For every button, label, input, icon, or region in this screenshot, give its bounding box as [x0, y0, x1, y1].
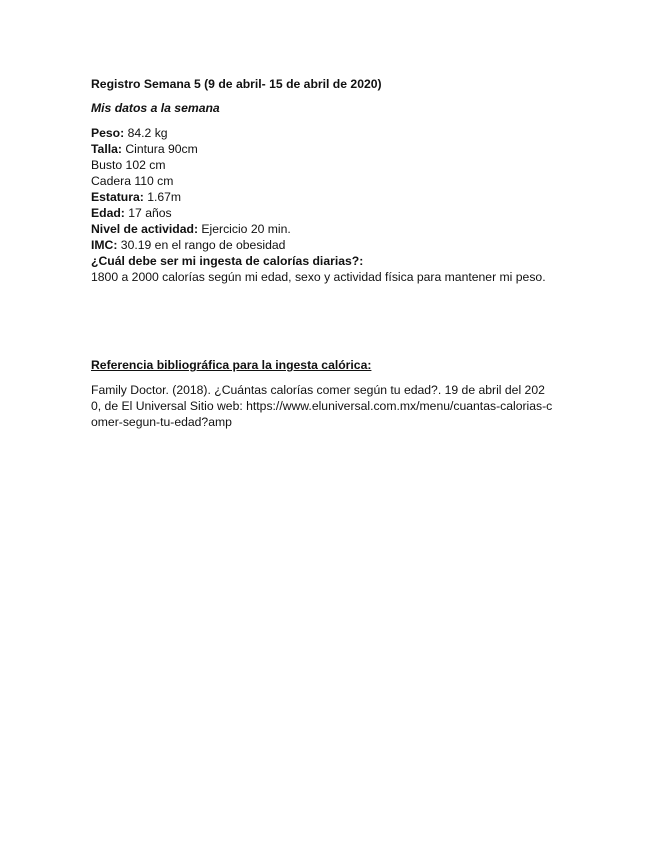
weekly-data-block: [91, 125, 561, 285]
calories-answer: 1800 a 2000 calorías según mi edad, sexo y actividad física para mantener mi peso.: [91, 270, 546, 284]
actividad-value: Ejercicio 20 min.: [198, 222, 291, 236]
document-title: Registro Semana 5 (9 de abril- 15 de abril de 2020): [91, 77, 382, 91]
actividad-label: Nivel de actividad:: [91, 222, 199, 236]
peso-label: Peso:: [91, 126, 125, 140]
talla-label: Talla:: [91, 142, 122, 156]
cadera-line: Cadera 110 cm: [91, 174, 174, 188]
imc-value: 30.19 en el rango de obesidad: [117, 238, 286, 252]
edad-label: Edad:: [91, 206, 125, 220]
peso-line: [91, 125, 561, 141]
edad-value: 17 años: [124, 206, 172, 220]
talla-line: [91, 141, 561, 157]
reference-heading: Referencia bibliográfica para la ingesta calórica:: [91, 358, 372, 372]
calories-question: ¿Cuál debe ser mi ingesta de calorías diarias?:: [91, 254, 364, 268]
actividad-line: [91, 221, 561, 237]
imc-label: IMC:: [91, 238, 118, 252]
peso-value: 84.2 kg: [124, 126, 168, 140]
busto-line: Busto 102 cm: [91, 158, 166, 172]
estatura-value: 1.67m: [143, 190, 182, 204]
edad-line: [91, 205, 561, 221]
estatura-label: Estatura:: [91, 190, 144, 204]
reference-citation: Family Doctor. (2018). ¿Cuántas calorías comer según tu edad?. 19 de abril del 2020, de El Universal Sitio web: https://www.eluniversal.com.mx/menu/cuantas-calorias-comer-segun-tu-edad?amp: [91, 383, 553, 429]
imc-line: [91, 237, 561, 253]
talla-value: Cintura 90cm: [121, 142, 198, 156]
section-subtitle: Mis datos a la semana: [91, 101, 220, 115]
estatura-line: [91, 189, 561, 205]
